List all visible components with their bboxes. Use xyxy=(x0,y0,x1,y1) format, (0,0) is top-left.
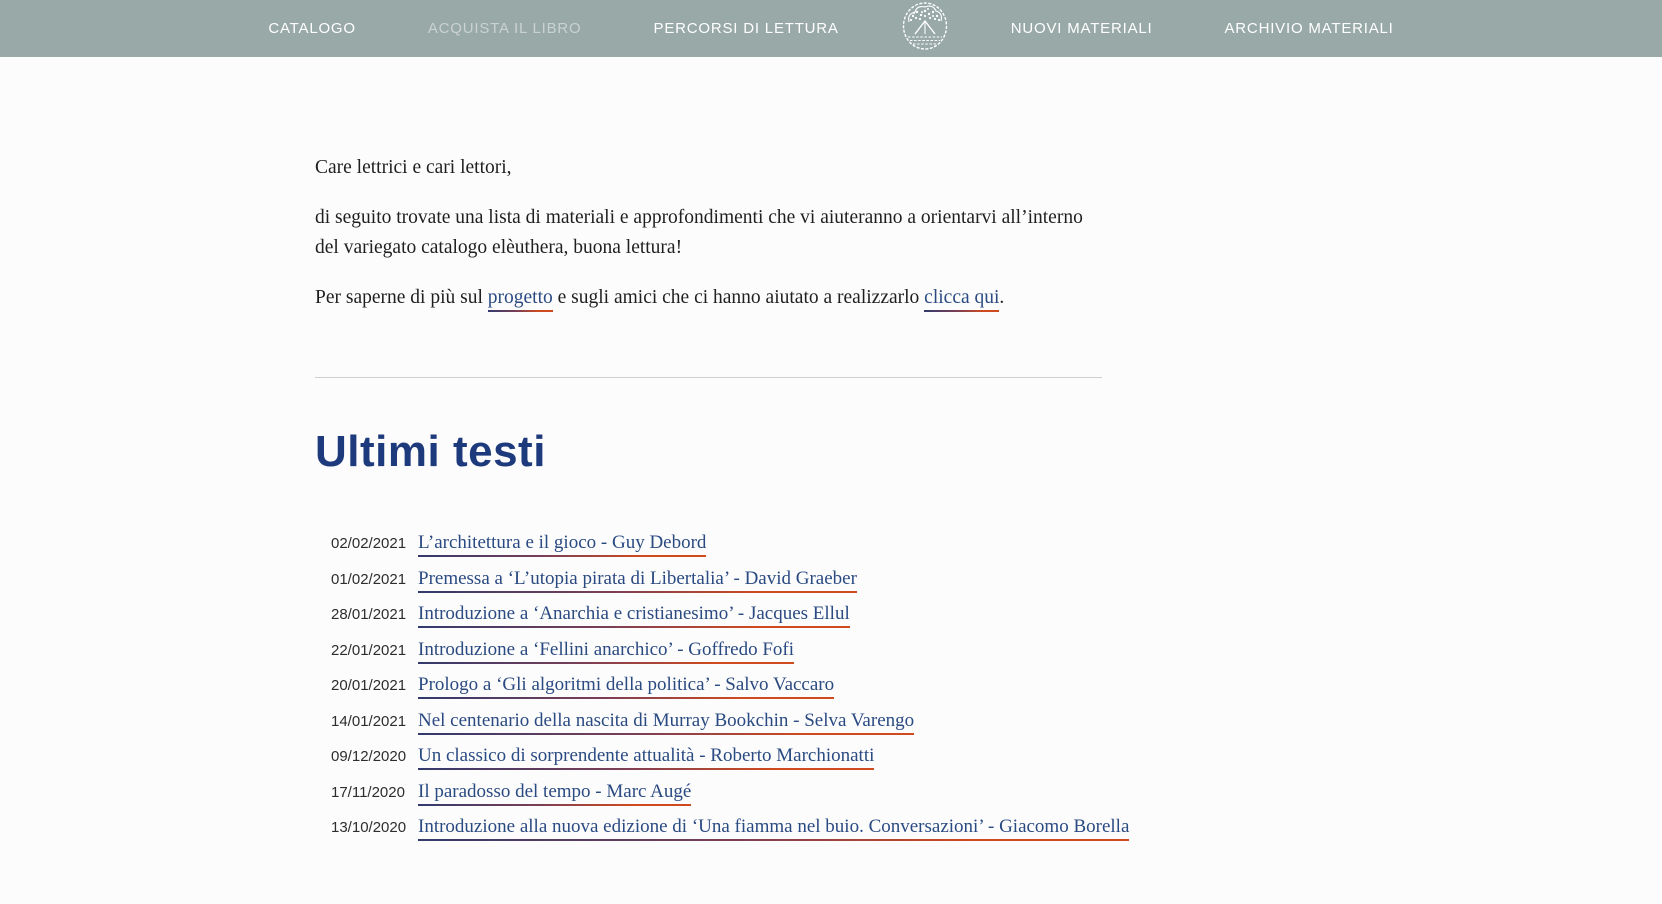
post-row xyxy=(331,711,1105,731)
intro-text-middle: e sugli amici che ci hanno aiutato a realizzarlo xyxy=(552,287,925,308)
intro-text-after: . xyxy=(999,287,1005,308)
post-date: 02/02/2021 xyxy=(331,535,407,552)
post-row xyxy=(331,782,1105,802)
intro-text-before: Per saperne di più sul xyxy=(315,287,488,308)
post-date: 28/01/2021 xyxy=(331,606,407,623)
post-link[interactable]: L’architettura e il gioco - Guy Debord xyxy=(418,533,706,557)
post-row xyxy=(331,675,1105,695)
tree-emblem-icon xyxy=(897,0,953,57)
post-link[interactable]: Introduzione a ‘Fellini anarchico’ - Goffredo Fofi xyxy=(418,640,794,664)
intro-links-line xyxy=(315,283,1095,313)
post-link[interactable]: Un classico di sorprendente attualità - Roberto Marchionatti xyxy=(418,746,874,770)
post-date: 01/02/2021 xyxy=(331,570,407,588)
post-date: 20/01/2021 xyxy=(331,677,407,694)
post-date: 14/01/2021 xyxy=(331,712,407,730)
post-link[interactable]: Prologo a ‘Gli algoritmi della politica’ - Salvo Vaccaro xyxy=(418,675,834,699)
post-link[interactable]: Il paradosso del tempo - Marc Augé xyxy=(418,782,691,806)
posts-list xyxy=(315,532,1130,837)
post-date: 22/01/2021 xyxy=(331,641,407,659)
post-link[interactable]: Introduzione alla nuova edizione di ‘Una fiamma nel buio. Conversazioni’ - Giacomo Borella xyxy=(418,817,1129,841)
intro-greeting: Care lettrici e cari lettori, xyxy=(315,157,512,178)
top-navigation xyxy=(0,0,1662,57)
post-row xyxy=(331,816,1130,837)
post-link[interactable]: Nel centenario della nascita di Murray Bookchin - Selva Varengo xyxy=(418,711,914,735)
nav-item-acquista-il-libro[interactable]: ACQUISTA IL LIBRO xyxy=(427,20,582,37)
post-row xyxy=(331,746,1105,766)
post-row xyxy=(331,604,1105,624)
post-row xyxy=(331,640,1105,660)
post-row xyxy=(331,569,1105,589)
post-date: 09/12/2020 xyxy=(331,748,407,765)
post-link[interactable]: Premessa a ‘L’utopia pirata di Libertalia’ - David Graeber xyxy=(418,569,857,593)
nav-item-catalogo[interactable]: CATALOGO xyxy=(268,20,356,37)
main-content xyxy=(315,57,1130,837)
post-date: 13/10/2020 xyxy=(331,819,407,836)
intro-section xyxy=(315,57,1105,313)
intro-description: di seguito trovate una lista di materiali e approfondimenti che vi aiuteranno a orientarvi all’interno del variegato catalogo elèuthera, buona lettura! xyxy=(315,207,1083,258)
clicca-qui-link[interactable]: clicca qui xyxy=(924,287,999,312)
nav-item-percorsi-di-lettura[interactable]: PERCORSI DI LETTURA xyxy=(653,20,839,37)
nav-item-archivio-materiali[interactable]: ARCHIVIO MATERIALI xyxy=(1224,20,1394,37)
nav-item-nuovi-materiali[interactable]: NUOVI MATERIALI xyxy=(1010,20,1153,37)
post-link[interactable]: Introduzione a ‘Anarchia e cristianesimo’ - Jacques Ellul xyxy=(418,604,850,628)
post-date: 17/11/2020 xyxy=(331,783,405,801)
divider xyxy=(315,377,1102,378)
progetto-link[interactable]: progetto xyxy=(488,287,553,312)
post-row xyxy=(331,533,1105,553)
page-title: Ultimi testi xyxy=(315,427,546,476)
